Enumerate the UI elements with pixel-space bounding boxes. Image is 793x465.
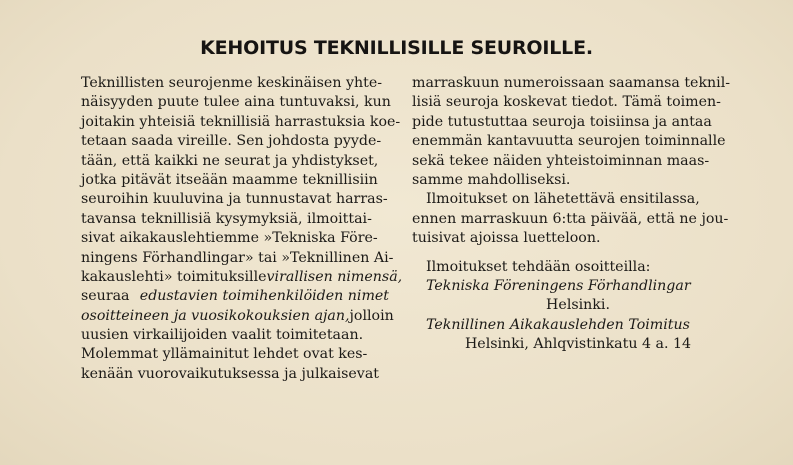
text-line: samme mahdolliseksi. (412, 171, 571, 188)
text-line: Teknillisten seurojenme keskinäisen yhte- (81, 75, 383, 91)
text-line: tään, että kaikki ne seurat ja yhdistykset, (81, 152, 379, 169)
text-line: tetaan saada vireille. Sen johdosta pyyde- (81, 133, 382, 150)
text-line: joitakin yhteisiä teknillisiä harrastuksia koe- (81, 113, 401, 130)
text-line: uusien virkailijoiden vaalit toimitetaan. (81, 327, 364, 344)
text-segment: jolloin (349, 307, 394, 324)
spacer (412, 249, 744, 258)
text-line (81, 287, 389, 306)
text-line: ennen marraskuun 6:tta päivää, että ne jou- (412, 210, 729, 227)
left-column (81, 74, 403, 384)
text-line: Ilmoitukset tehdään osoitteilla: (426, 258, 651, 275)
text-line: lisiä seuroja koskevat tiedot. Tämä toimen- (412, 94, 721, 111)
right-column (412, 74, 744, 354)
text-line: seuroihin kuuluvina ja tunnustavat harras- (81, 191, 388, 208)
italic-segment: virallisen nimensä, (266, 268, 403, 285)
text-line (81, 307, 394, 326)
text-line: jotka pitävät itseään maamme teknillisiin (81, 171, 378, 188)
italic-segment: osoitteineen ja vuosikokouksien ajan, (81, 307, 350, 324)
text-segment: kakauslehti» toimituksille (81, 268, 267, 285)
address-line: Teknillinen Aikakauslehden Toimitus (426, 316, 690, 333)
address-line: Tekniska Föreningens Förhandlingar (426, 277, 691, 294)
text-line: Ilmoitukset on lähetettävä ensitilassa, (426, 191, 700, 208)
text-line: kenään vuorovaikutuksessa ja julkaisevat (81, 365, 379, 382)
text-line: tavansa teknillisiä kysymyksiä, ilmoittai- (81, 210, 372, 227)
text-line (81, 268, 403, 287)
text-segment: seuraa (81, 288, 130, 305)
text-line: marraskuun numeroissaan saamansa teknil- (412, 75, 731, 91)
text-line: Molemmat yllämainitut lehdet ovat kes- (81, 346, 368, 363)
text-line: pide tutustuttaa seuroja toisiinsa ja antaa (412, 113, 712, 130)
address-line: Helsinki, Ahlqvistinkatu 4 a. 14 (464, 336, 692, 353)
text-line: sekä tekee näiden yhteistoiminnan maas- (412, 152, 710, 169)
text-line: tuisivat ajoissa luetteloon. (412, 230, 601, 247)
address-line: Helsinki. (546, 297, 610, 314)
page-title: KEHOITUS TEKNILLISILLE SEUROILLE. (200, 37, 593, 59)
text-line: enemmän kantavuutta seurojen toiminnalle (412, 133, 726, 150)
text-line: näisyyden puute tulee aina tuntuvaksi, kun (81, 94, 391, 111)
italic-segment: edustavien toimihenkilöiden nimet (139, 288, 389, 305)
text-line: ningens Förhandlingar» tai »Teknillinen Ai- (81, 249, 394, 266)
text-line: sivat aikakauslehtiemme »Tekniska Före- (81, 230, 378, 247)
